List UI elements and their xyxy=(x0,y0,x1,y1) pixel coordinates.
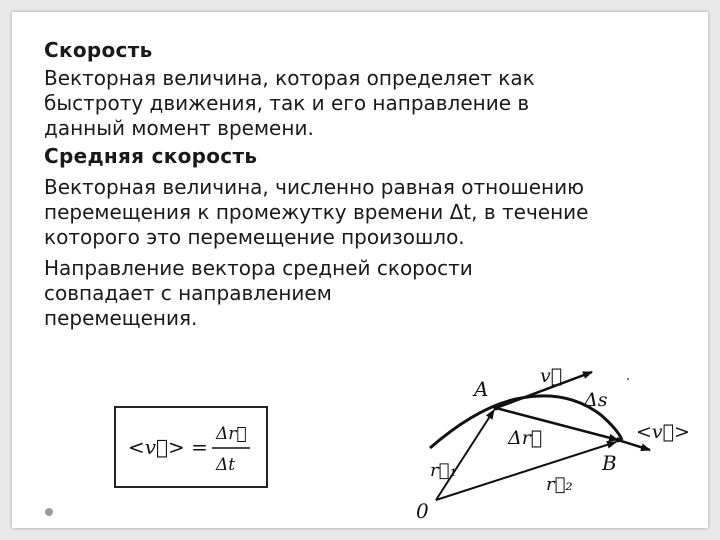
label-point-b: B xyxy=(602,451,617,475)
formula-denominator: Δt xyxy=(216,455,236,475)
velocity-line-2: быстроту движения, так и его направление в xyxy=(44,91,530,115)
avg-velocity-line-2: перемещения к промежутку времени Δt, в течение xyxy=(44,200,589,224)
velocity-line-1: Векторная величина, которая определяет как xyxy=(44,66,535,90)
avg-velocity-formula xyxy=(114,406,268,488)
direction-line-3: перемещения. xyxy=(44,306,198,330)
radius-vector-r1 xyxy=(436,410,494,500)
bullet-dot-icon xyxy=(45,508,53,516)
velocity-line-3: данный момент времени. xyxy=(44,116,314,140)
avg-velocity-line-1: Векторная величина, численно равная отношению xyxy=(44,175,584,199)
formula-lhs: <v⃗> = xyxy=(128,435,208,459)
velocity-definition xyxy=(44,66,664,141)
label-r2: r⃗₂ xyxy=(546,474,573,495)
direction-line-2: совпадает с направлением xyxy=(44,281,332,305)
label-origin: 0 xyxy=(416,499,429,523)
radius-vector-r2 xyxy=(436,442,616,500)
direction-statement xyxy=(44,256,664,331)
label-path-length: Δs xyxy=(584,389,608,411)
heading-avg-velocity: Средняя скорость xyxy=(44,144,258,168)
label-point-a: A xyxy=(474,377,489,401)
formula-numerator: Δr⃗ xyxy=(216,424,247,444)
heading-velocity: Скорость xyxy=(44,38,153,62)
label-displacement: Δr⃗ xyxy=(508,427,543,449)
avg-velocity-definition xyxy=(44,175,664,250)
point-b-dot xyxy=(616,438,621,443)
direction-line-1: Направление вектора средней скорости xyxy=(44,256,473,280)
label-avg-velocity: <v⃗> xyxy=(636,421,690,443)
avg-velocity-line-3: которого это перемещение произошло. xyxy=(44,225,465,249)
slide-text xyxy=(44,38,664,331)
label-r1: r⃗₁ xyxy=(430,460,457,481)
label-velocity: v⃗ xyxy=(540,365,563,387)
stray-mark xyxy=(627,378,629,380)
trajectory-diagram xyxy=(396,350,698,528)
point-a-dot xyxy=(494,406,499,411)
